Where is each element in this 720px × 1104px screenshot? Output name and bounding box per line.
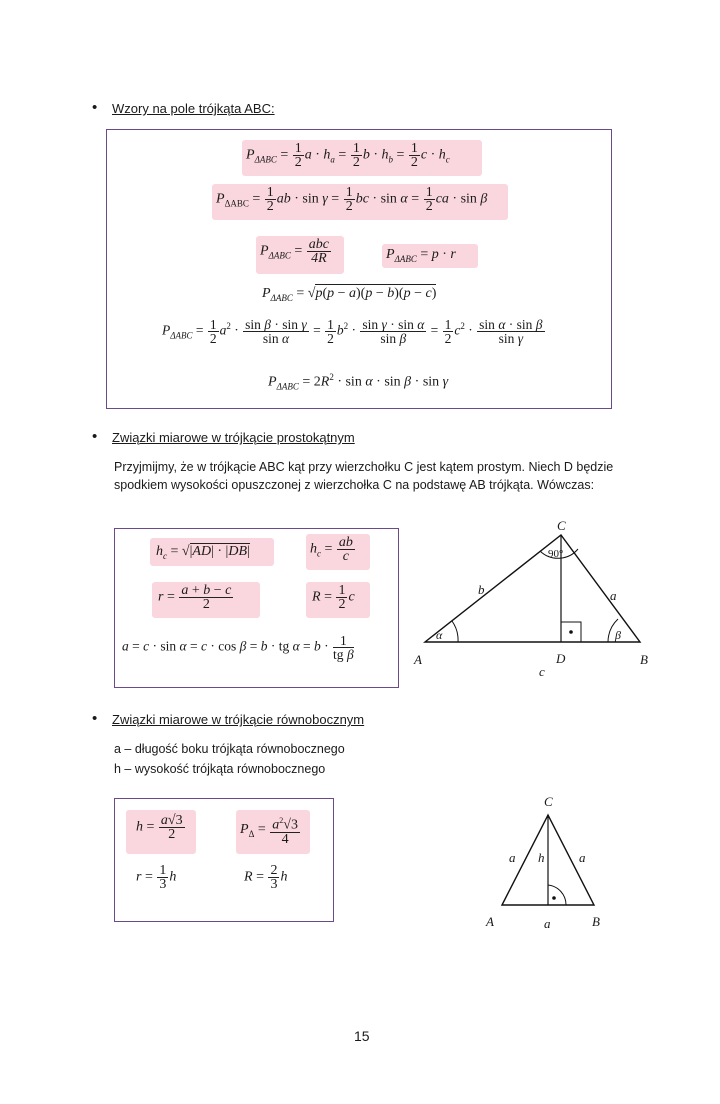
- eq-right-angle-dot: [552, 896, 556, 900]
- label-A: A: [414, 652, 422, 667]
- label-a: a: [610, 588, 617, 603]
- formula-eq-circumradius: R = $\frac{2}{3}$ h: [244, 863, 288, 892]
- right-angle-dot: [569, 630, 573, 634]
- eq-label-a-right: a: [579, 850, 586, 865]
- page-number: 15: [354, 1028, 370, 1044]
- label-beta: β: [615, 628, 621, 642]
- label-b: b: [478, 582, 485, 597]
- section3-heading: Związki miarowe w trójkącie równobocznym: [112, 712, 365, 727]
- section2-heading: Związki miarowe w trójkącie prostokątnym: [112, 430, 355, 445]
- bullet-2: •: [92, 428, 98, 445]
- right-triangle-shape: [425, 535, 640, 642]
- formula-circumradius-right: R = $\frac{1}{2}$ c: [312, 583, 355, 612]
- eq-label-a-left: a: [509, 850, 516, 865]
- formula-area-sines: $P_{\Delta ABC}$ = $\frac{1}{2}$ ab · sin γ = $\frac{1}{2}$ bc · sin α = $\frac{1}{2}$ ca · sin β: [216, 185, 488, 214]
- eq-label-B: B: [592, 914, 600, 929]
- formula-area-circumradius-sines: $P_{\Delta ABC} = 2R^2 \cdot \sin \alpha \cdot \sin \beta \cdot \sin \gamma$: [268, 372, 449, 392]
- definition-h: h – wysokość trójkąta równobocznego: [114, 762, 326, 776]
- formula-side-relations: a = c · sin α = c · cos β = b · tg α = b · $\frac{1}{\text{tg β}}$: [122, 633, 354, 662]
- formula-area-heights: $P_{\Delta ABC}$ = $\frac{1}{2}$ $a \cdot h_a$ = $\frac{1}{2}$ $b \cdot h_b$ = $\frac{1}{2}$ $c \cdot h_c$: [246, 141, 450, 170]
- formula-eq-inradius: r = $\frac{1}{3}$ h: [136, 863, 177, 892]
- formula-area-circumradius: $P_{\Delta ABC}$ = $\frac{\text{abc}}{4R}$: [260, 237, 329, 266]
- formula-area-inradius: $P_{\Delta ABC} = p \cdot r$: [386, 247, 456, 264]
- label-c: c: [539, 664, 545, 679]
- label-C: C: [557, 518, 566, 533]
- formula-hc-ab-over-c: $h_c$ = $\frac{ab}{c}$: [310, 535, 353, 564]
- formula-eq-height: h = $\frac{a√3}{2}$: [136, 813, 183, 842]
- eq-label-h: h: [538, 850, 545, 865]
- bullet-1: •: [92, 99, 98, 116]
- eq-label-a-base: a: [544, 916, 551, 931]
- bullet-3: •: [92, 710, 98, 727]
- s1-f1-text: [0, 0, 1, 1]
- label-alpha: α: [436, 628, 443, 642]
- definition-a: a – długość boku trójkąta równobocznego: [114, 742, 345, 756]
- eq-right-angle-arc: [548, 885, 566, 905]
- label-D: D: [556, 651, 566, 666]
- label-B: B: [640, 652, 648, 667]
- right-triangle-intro: Przyjmijmy, że w trójkącie ABC kąt przy wierzchołku C jest kątem prostym. Niech D będzie spodkiem wysokości opuszczonej z wierzchołka C na podstawę AB trójkąta. Wówczas:: [114, 460, 614, 492]
- formula-hc-geometric-mean: $h_c = √|AD| \cdot |DB|$: [156, 544, 250, 561]
- formula-heron: $P_{\Delta ABC} = √p(p - a)(p - b)(p - c)$: [262, 286, 437, 303]
- angle-alpha-arc: [452, 621, 458, 642]
- formula-eq-area: $P_\Delta$ = $\frac{a^2√3}{4}$: [240, 816, 298, 847]
- eq-label-A: A: [486, 914, 494, 929]
- eq-label-C: C: [544, 794, 553, 809]
- label-angle-90: 90°: [548, 548, 564, 560]
- right-triangle-diagram: [400, 515, 660, 685]
- formula-area-side-angles: $P_{\Delta ABC}$ = $\frac{1}{2}$ $a^2$ · $\frac{\text{sin β · sin γ}}{\text{sin α}}$ = $\frac{1}{2}$ $b^2$ · $\frac{\text{sin γ · sin α}}{\text{sin β}}$ = $\frac{1}{2}$ $c^2$ · $\frac{\text{sin α · sin β}}{\text{sin γ}}$: [162, 317, 543, 346]
- formula-inradius-right: r = $\frac{a + b - c}{2}$: [158, 583, 232, 612]
- section1-heading: Wzory na pole trójkąta ABC:: [112, 101, 275, 116]
